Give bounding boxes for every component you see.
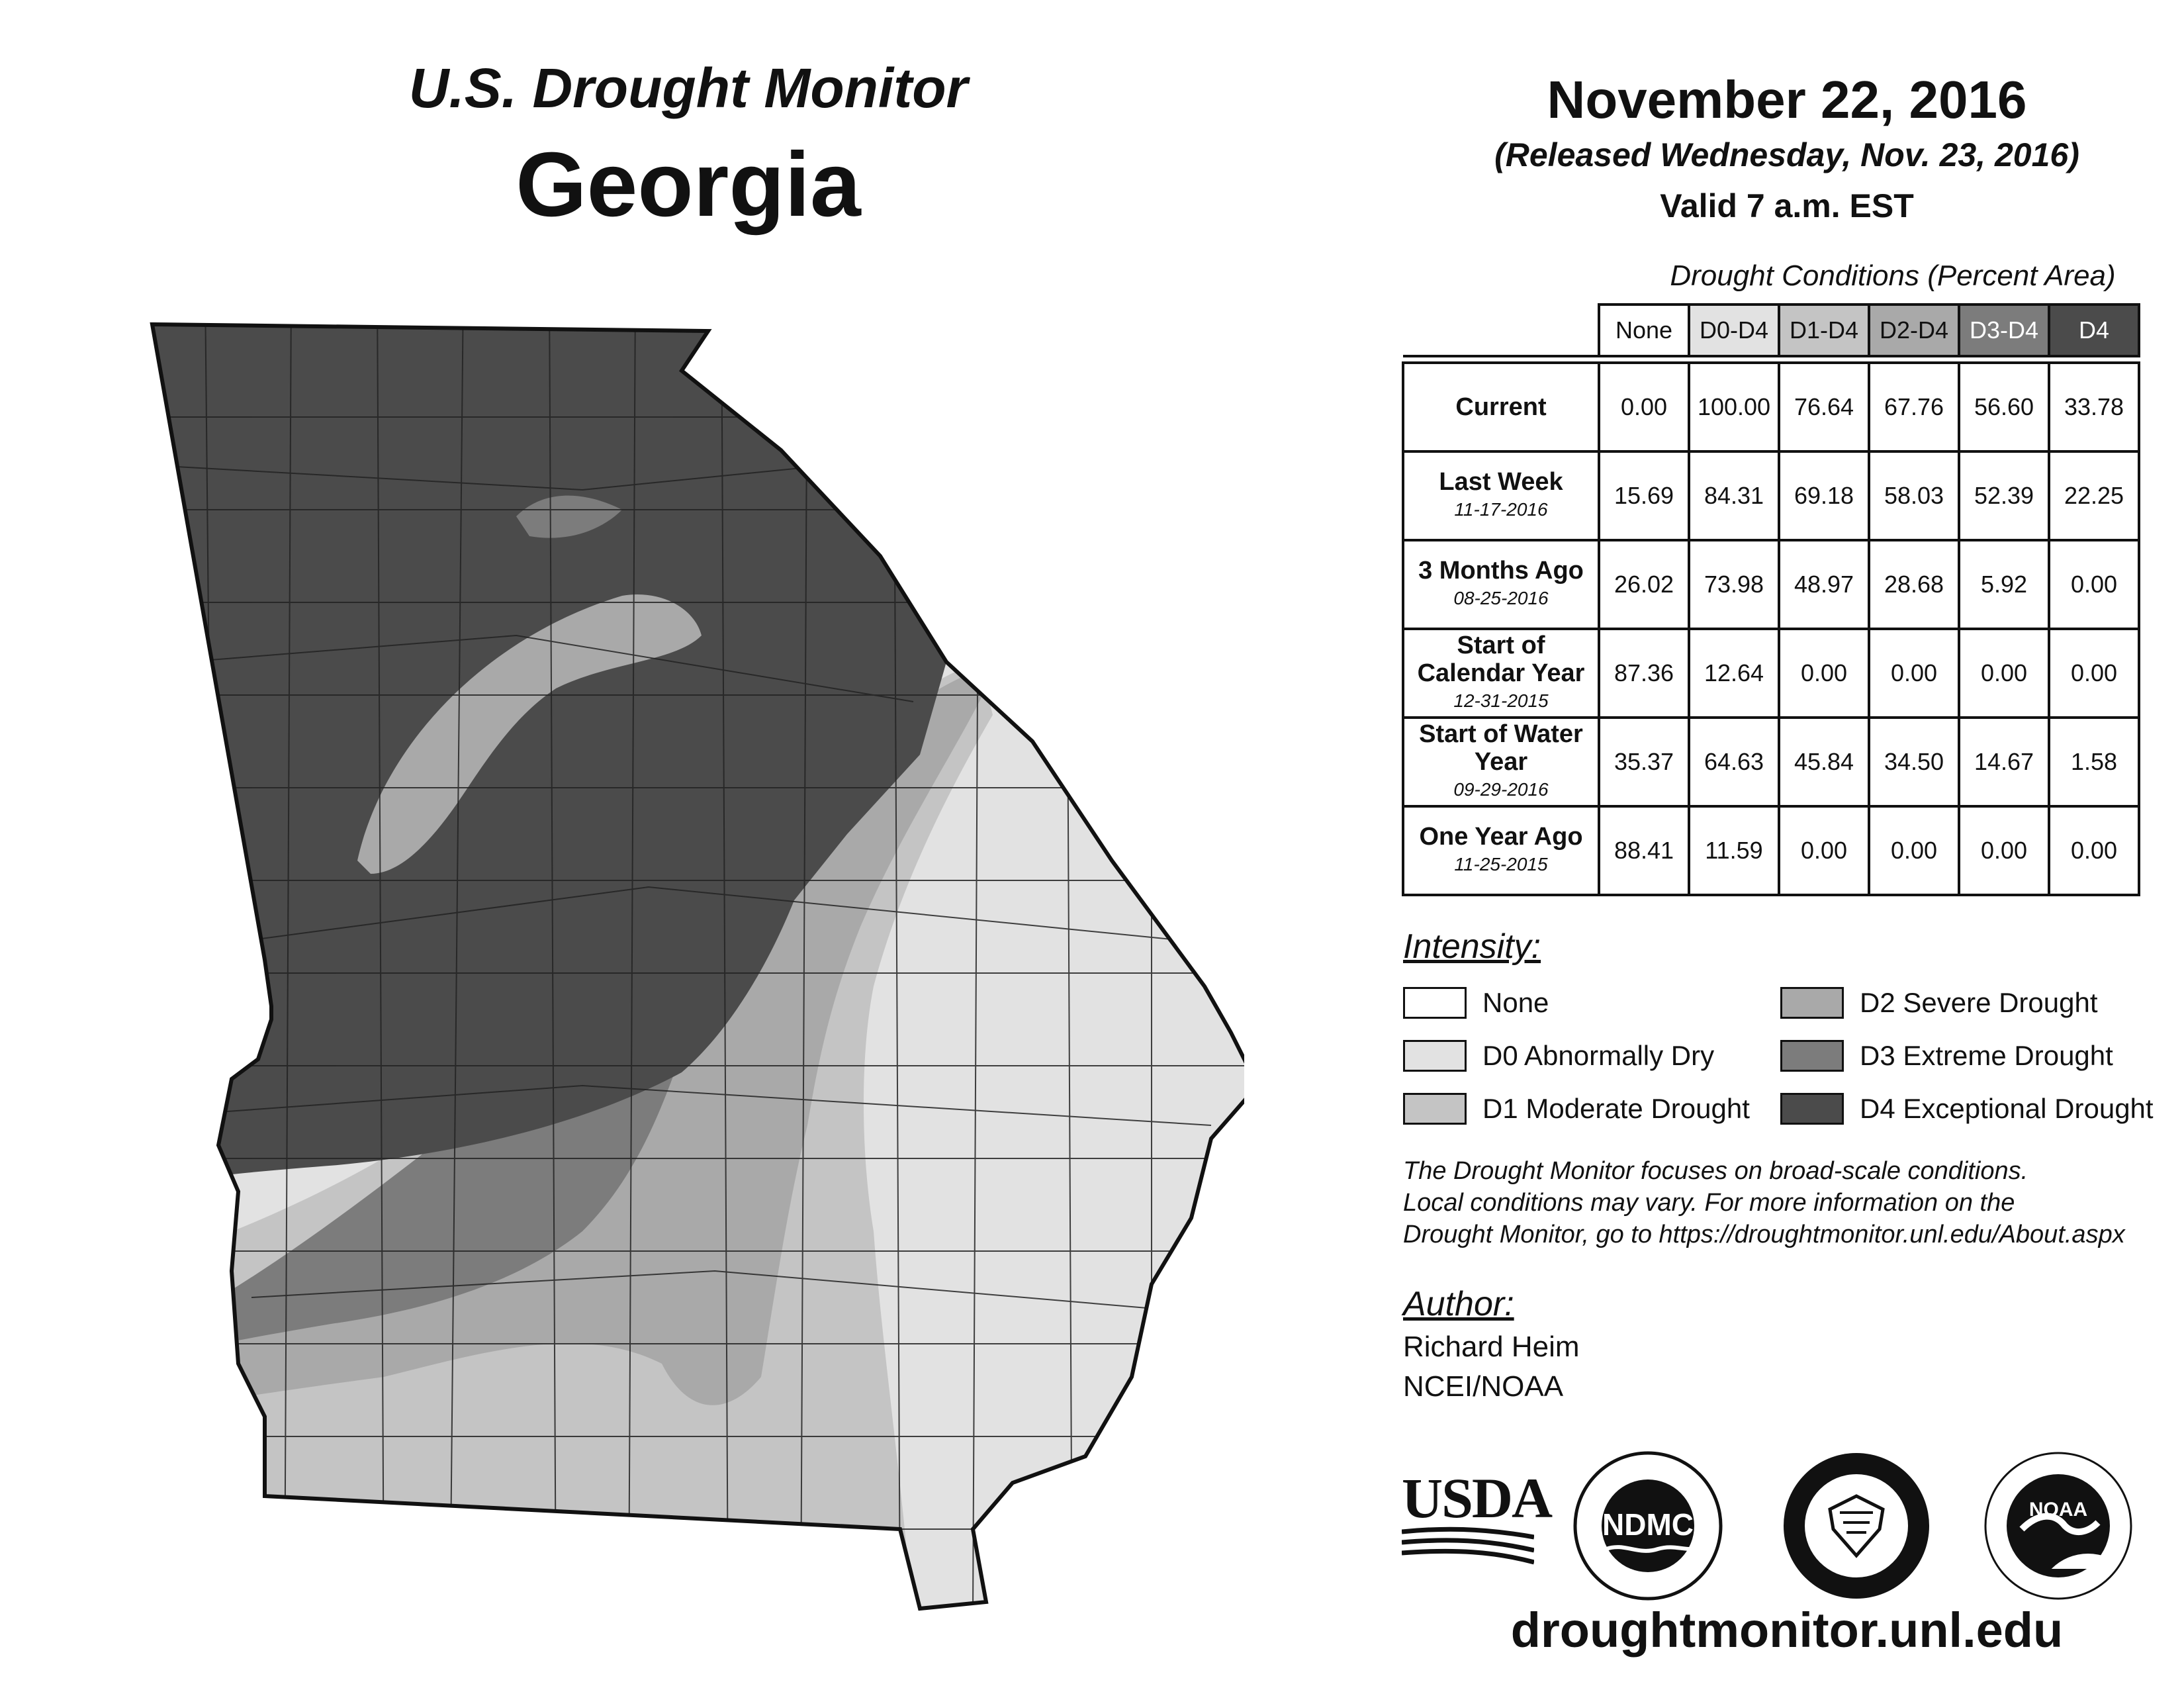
legend-label: D3 Extreme Drought: [1860, 1040, 2113, 1071]
row-date: 08-25-2016: [1453, 588, 1549, 608]
table-cell: 15.69: [1599, 451, 1689, 540]
site-url[interactable]: droughtmonitor.unl.edu: [1510, 1603, 2064, 1658]
map-subtitle: U.S. Drought Monitor: [408, 57, 968, 119]
row-date: 11-25-2015: [1454, 854, 1548, 874]
table-cell: 56.60: [1959, 363, 2049, 451]
release-date: (Released Wednesday, Nov. 23, 2016): [1494, 136, 2079, 173]
author-heading: Author:: [1403, 1285, 1514, 1323]
table-cell: 88.41: [1599, 806, 1689, 895]
valid-time: Valid 7 a.m. EST: [1660, 187, 1914, 224]
author-name: Richard Heim: [1403, 1331, 1580, 1363]
column-header-d4: D4: [2049, 305, 2139, 356]
row-label-cell: [1403, 451, 1599, 540]
table-cell: 26.02: [1599, 540, 1689, 629]
usda-field-lines-icon: [1402, 1526, 1534, 1566]
note-line-1: The Drought Monitor focuses on broad-scale conditions.: [1403, 1157, 2028, 1185]
table-cell: 58.03: [1869, 451, 1959, 540]
row-label-cell: [1403, 718, 1599, 806]
legend-label: D4 Exceptional Drought: [1860, 1093, 2154, 1124]
table-cell: 48.97: [1779, 540, 1869, 629]
ndmc-logo: [1572, 1450, 1724, 1602]
legend-swatch: [1403, 1040, 1467, 1072]
row-label-cell: [1403, 540, 1599, 629]
table-cell: 67.76: [1869, 363, 1959, 451]
commerce-seal-icon: [1780, 1450, 1933, 1602]
row-label: Start of Water Year: [1419, 720, 1583, 776]
table-cell: 87.36: [1599, 629, 1689, 718]
table-cell: 11.59: [1689, 806, 1779, 895]
ndmc-wordmark: NDMC: [1602, 1507, 1694, 1542]
map-date: November 22, 2016: [1547, 70, 2027, 129]
legend-item-d0: [1403, 1037, 1714, 1074]
commerce-seal-logo: [1780, 1450, 1933, 1602]
column-header-d3-d4: D3-D4: [1959, 305, 2049, 356]
table-caption: Drought Conditions (Percent Area): [1670, 259, 2116, 292]
table-cell: 35.37: [1599, 718, 1689, 806]
column-header-d0-d4: D0-D4: [1689, 305, 1779, 356]
row-date: 11-17-2016: [1454, 499, 1548, 520]
table-cell: 0.00: [1599, 363, 1689, 451]
legend-label: D2 Severe Drought: [1860, 987, 2098, 1018]
table-cell: 45.84: [1779, 718, 1869, 806]
row-label: Last Week: [1439, 468, 1563, 496]
usda-wordmark: USDA: [1402, 1466, 1552, 1530]
table-row: [1403, 363, 2139, 451]
legend-swatch: [1780, 1093, 1844, 1125]
table-cell: 76.64: [1779, 363, 1869, 451]
table-cell: 100.00: [1689, 363, 1779, 451]
legend-item-d3: [1780, 1037, 2113, 1074]
noaa-wordmark: NOAA: [2028, 1499, 2088, 1521]
table-body: [1403, 363, 2139, 895]
table-cell: 34.50: [1869, 718, 1959, 806]
table-row: [1403, 806, 2139, 895]
table-cell: 69.18: [1779, 451, 1869, 540]
table-row: [1403, 629, 2139, 718]
legend-label: D1 Moderate Drought: [1482, 1093, 1750, 1124]
table-cell: 52.39: [1959, 451, 2049, 540]
drought-categories: [119, 291, 1244, 1615]
row-date: 09-29-2016: [1453, 779, 1549, 800]
author-org: NCEI/NOAA: [1403, 1370, 1564, 1403]
table-cell: 12.64: [1689, 629, 1779, 718]
table-cell: 0.00: [2049, 629, 2139, 718]
row-label-cell: [1403, 363, 1599, 451]
row-label: Current: [1455, 393, 1547, 421]
legend-title: Intensity:: [1403, 927, 1541, 966]
table-cell: 22.25: [2049, 451, 2139, 540]
table-cell: 0.00: [1959, 806, 2049, 895]
column-header-d1-d4: D1-D4: [1779, 305, 1869, 356]
drought-stats-table: [1402, 303, 2140, 896]
note-line-2: Local conditions may vary. For more information on the: [1403, 1189, 2015, 1217]
legend-item-d1: [1403, 1090, 1750, 1127]
table-cell: 73.98: [1689, 540, 1779, 629]
row-label-cell: [1403, 629, 1599, 718]
map-title: Georgia: [516, 134, 861, 236]
column-header-d2-d4: D2-D4: [1869, 305, 1959, 356]
usda-logo: [1402, 1466, 1552, 1569]
table-cell: 0.00: [1779, 629, 1869, 718]
column-header-none: None: [1599, 305, 1689, 356]
legend-item-none: [1403, 984, 1549, 1021]
row-label-cell: [1403, 806, 1599, 895]
table-cell: 0.00: [2049, 540, 2139, 629]
table-corner: [1403, 305, 1599, 356]
table-cell: 64.63: [1689, 718, 1779, 806]
legend-swatch: [1780, 1040, 1844, 1072]
georgia-drought-map: [119, 291, 1244, 1615]
noaa-seal-icon: [1982, 1450, 2134, 1602]
legend-item-d2: [1780, 984, 2098, 1021]
table-cell: 33.78: [2049, 363, 2139, 451]
table-row: [1403, 718, 2139, 806]
table-cell: 5.92: [1959, 540, 2049, 629]
legend-item-d4: [1780, 1090, 2154, 1127]
legend-label: None: [1482, 987, 1549, 1018]
georgia-map-svg: [119, 291, 1244, 1615]
table-row: [1403, 540, 2139, 629]
noaa-logo: [1982, 1450, 2134, 1602]
table-cell: 14.67: [1959, 718, 2049, 806]
legend-swatch: [1403, 1093, 1467, 1125]
table-cell: 84.31: [1689, 451, 1779, 540]
table-cell: 0.00: [1779, 806, 1869, 895]
table-cell: 0.00: [2049, 806, 2139, 895]
table-row: [1403, 451, 2139, 540]
row-date: 12-31-2015: [1453, 690, 1549, 711]
row-label: Start of Calendar Year: [1417, 632, 1585, 687]
table-cell: 0.00: [1959, 629, 2049, 718]
legend-swatch: [1780, 987, 1844, 1019]
table-cell: 0.00: [1869, 806, 1959, 895]
note-line-3: Drought Monitor, go to https://droughtmonitor.unl.edu/About.aspx: [1403, 1221, 2125, 1248]
table-cell: 1.58: [2049, 718, 2139, 806]
row-label: 3 Months Ago: [1418, 557, 1584, 585]
table-cell: 28.68: [1869, 540, 1959, 629]
legend-label: D0 Abnormally Dry: [1482, 1040, 1715, 1071]
legend-swatch: [1403, 987, 1467, 1019]
disclaimer-note: [1403, 1155, 2171, 1250]
table-header-row: [1403, 305, 2139, 356]
row-label: One Year Ago: [1419, 823, 1583, 851]
table-cell: 0.00: [1869, 629, 1959, 718]
